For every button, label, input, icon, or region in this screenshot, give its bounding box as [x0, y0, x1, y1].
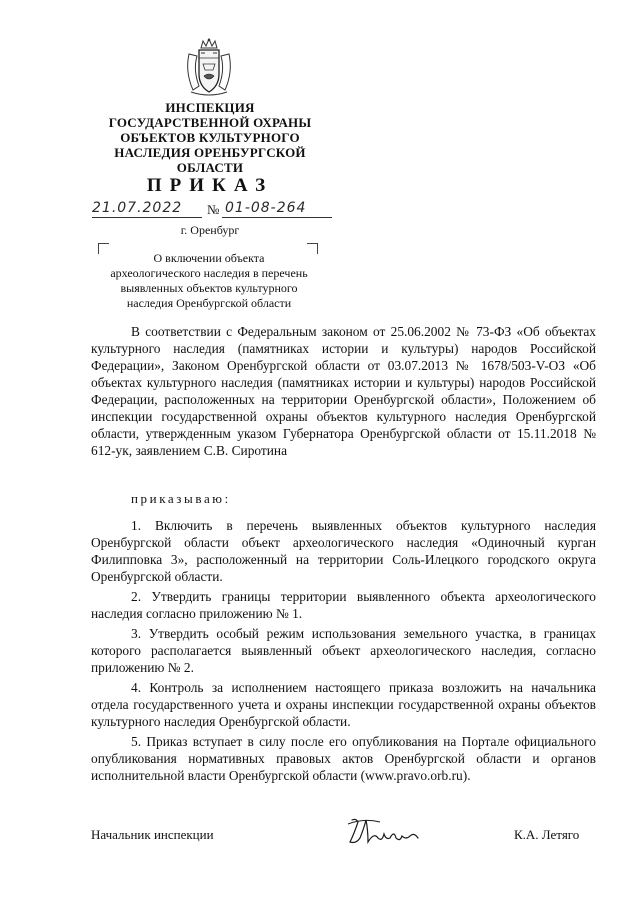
- number-label: №: [207, 202, 220, 217]
- order-date: 21.07.2022: [92, 200, 183, 216]
- order-word: приказываю:: [131, 491, 231, 506]
- org-line: ОБЪЕКТОВ КУЛЬТУРНОГО: [120, 130, 300, 145]
- org-line: ИНСПЕКЦИЯ: [165, 100, 255, 115]
- signatory-name: К.А. Летяго: [514, 827, 580, 842]
- order-items: [91, 517, 596, 787]
- order-item: 4. Контроль за исполнением настоящего приказа возложить на начальника отдела государственного учета и охраны инспекции государственной охраны объектов культурного наследия Оренбургской области.: [91, 680, 596, 729]
- city: г. Оренбург: [180, 223, 240, 237]
- order-number: 01-08-264: [225, 200, 307, 216]
- preamble: [91, 323, 596, 459]
- handwritten-signature-icon: [346, 816, 426, 848]
- order-item: 1. Включить в перечень выявленных объектов культурного наследия Оренбургской области объект археологического наследия «Одиночный курган Филипповка 3», расположенный на территории Соль-Илецкого городского округа Оренбургской области.: [91, 518, 596, 584]
- date-number-line: [92, 200, 332, 222]
- order-subject: [100, 251, 318, 311]
- preamble-text: В соответствии с Федеральным законом от 25.06.2002 № 73-ФЗ «Об объектах культурного наследия (памятниках истории и культуры) народов Российской Федерации», Законом Оренбургской области от 03.07.2013 № 1678/503-V-ОЗ «Об объектах культурного наследия (памятниках истории и культуры) народов Российской Федерации, расположенных на территории Оренбургской области», Положением об инспекции государственной охраны объектов культурного наследия Оренбургской области, утвержденным указом Губернатора Оренбургской области от 15.11.2018 № 612-ук, заявлением С.В. Сиротина: [91, 324, 596, 458]
- org-line: ГОСУДАРСТВЕННОЙ ОХРАНЫ: [108, 115, 312, 130]
- subject-line: О включении объекта: [153, 251, 265, 265]
- order-item: 5. Приказ вступает в силу после его опубликования на Портале официального опубликования нормативных правовых актов Оренбургской области и органов исполнительной власти Оренбургской области (www.pravo.orb.ru).: [91, 734, 596, 783]
- document-type-title: ПРИКАЗ: [146, 175, 274, 196]
- coat-of-arms-icon: [183, 38, 235, 98]
- subject-line: археологического наследия в перечень: [110, 266, 308, 280]
- order-item: 2. Утвердить границы территории выявленного объекта археологического наследия согласно приложению № 1.: [91, 589, 596, 621]
- order-item: 3. Утвердить особый режим использования земельного участка, в границах которого располагается выявленный объект археологического наследия, согласно приложению № 2.: [91, 626, 596, 675]
- subject-line: выявленных объектов культурного: [120, 281, 298, 295]
- organization-name: [100, 100, 320, 175]
- org-line: ОБЛАСТИ: [176, 160, 244, 175]
- signatory-position: Начальник инспекции: [91, 827, 214, 842]
- subject-line: наследия Оренбургской области: [126, 296, 292, 310]
- org-line: НАСЛЕДИЯ ОРЕНБУРГСКОЙ: [114, 145, 306, 160]
